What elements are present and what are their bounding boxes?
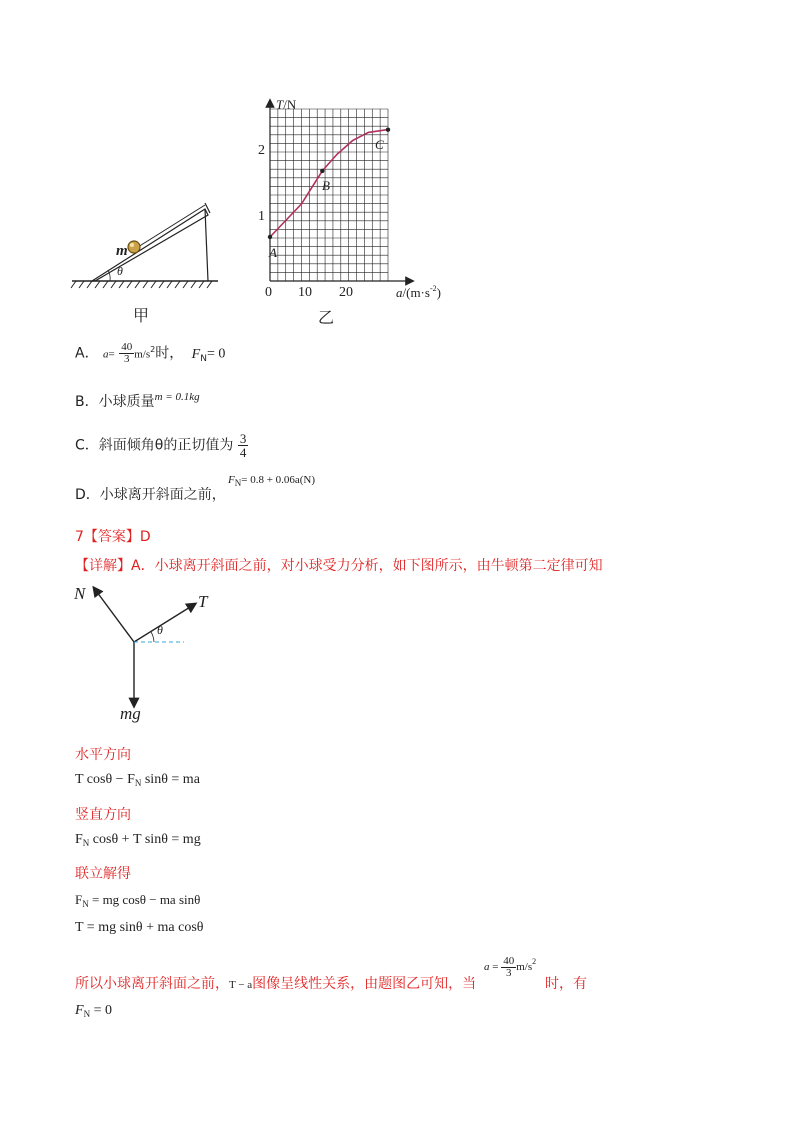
y-tick-2: 2 [258,143,265,158]
force-t-arrow [134,604,195,642]
option-d: D．小球离开斜面之前， [75,487,226,503]
x-tick-20: 20 [339,285,353,300]
chart-grid [270,109,388,281]
point-b-label: B [322,178,330,193]
option-b: B．小球质量$^{m = 0.1kg}$ [75,391,200,410]
figure-jia-caption: 甲 [133,306,150,325]
point-b [320,169,324,173]
eq-horizontal: T $\cos\theta - F_N$ sinθ = ma [75,772,200,788]
x-tick-10: 10 [298,285,312,300]
eq-vertical: $F_N$ cosθ + T sinθ = mg [75,832,201,848]
point-c-label: C [375,137,384,152]
incline-figure [70,195,230,295]
horizontal-heading: 水平方向 [75,747,131,763]
y-axis-label: T/N [276,97,297,112]
option-d-expr: $F_N= 0.8 + 0.06a(N)$ [228,474,316,488]
answer-heading: 7【答案】D [75,529,151,545]
y-tick-1: 1 [258,209,265,224]
answer-detail: 【详解】A．小球离开斜面之前，对小球受力分析，如下图所示，由牛顿第二定律可知 [75,558,603,574]
eq-t: T = mg sinθ + ma cosθ [75,920,204,935]
x-tick-0: 0 [265,285,272,300]
conclusion: 所以小球离开斜面之前，T − a图像呈线性关系，由题图乙可知，当 [75,976,477,992]
point-c [386,127,390,131]
vertical-heading: 竖直方向 [75,807,131,823]
conclusion-tail: 时，有 [545,976,587,992]
force-n-label: N [74,584,86,603]
conclusion-expr: a = $\frac{40}{3}$ $m/s^2$ [484,955,537,979]
t-a-chart [260,95,460,295]
figure-yi-caption: 乙 [318,308,335,327]
mass-label: m [116,243,128,259]
force-mg-label: mg [120,704,141,723]
x-axis-label: $a/(m\cdot s^{-2})$ [396,284,441,300]
point-a [268,235,272,239]
force-n-arrow [94,588,134,642]
force-t-label: T [198,592,208,611]
option-c: C．斜面倾角θ的正切值为 $\frac{3}{4}$ [75,431,247,460]
option-a: A． a= $\frac{40}{3}$ $m/s^2$时， $F_N= 0$ [75,341,226,365]
point-a-label: A [269,245,277,260]
angle-label: θ [117,264,123,278]
eq-final: $F_N = 0$ [75,1003,112,1019]
combine-heading: 联立解得 [75,866,131,882]
eq-fn: $F_N$ = mg cosθ − ma sinθ [75,892,201,909]
force-theta-label: θ [157,623,163,637]
